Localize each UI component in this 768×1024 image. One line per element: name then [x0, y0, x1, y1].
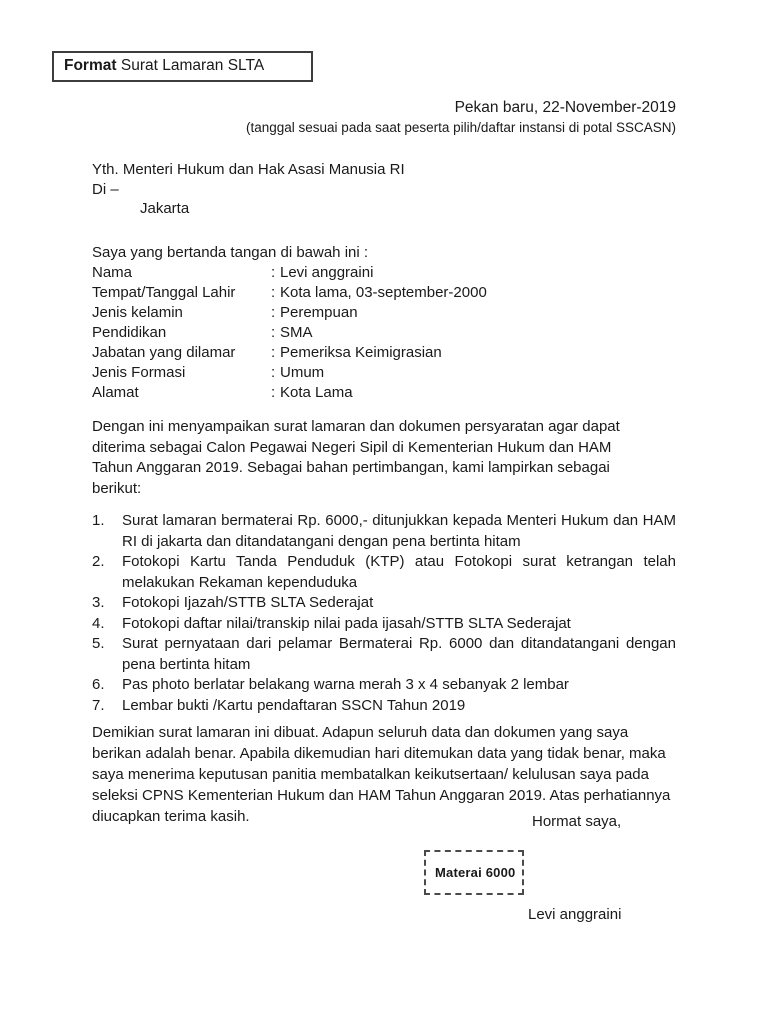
list-item-text: Pas photo berlatar belakang warna merah 3 x 4 sebanyak 2 lembar — [122, 676, 569, 693]
field-label: Pendidikan — [92, 324, 167, 341]
field-row-pendidikan — [92, 323, 676, 343]
list-item-text: Fotokopi Ijazah/STTB SLTA Sederajat — [122, 594, 374, 611]
materai-stamp-box — [424, 850, 524, 895]
field-separator: : — [271, 324, 276, 341]
recipient-line-1: Yth. Menteri Hukum dan Hak Asasi Manusia RI — [92, 161, 405, 178]
closing-paragraph: Demikian surat lamaran ini dibuat. Adapun seluruh data dan dokumen yang saya berikan adalah benar. Apabila dikemudian hari ditemukan data yang tidak benar, maka saya menerima keputusan panitia membatalkan keikutsertaan/ kelulusan saya pada seleksi CPNS Kementerian Hukum dan HAM Tahun Anggaran 2019. Atas perhatiannya diucapkan terima kasih. — [92, 724, 671, 825]
list-item-number: 5. — [92, 635, 105, 652]
list-item-number: 4. — [92, 614, 105, 632]
field-value: Pemeriksa Keimigrasian — [280, 344, 442, 361]
field-value: SMA — [280, 324, 313, 341]
salutation: Hormat saya, — [532, 813, 622, 830]
list-item-text: Lembar bukti /Kartu pendaftaran SSCN Tahun 2019 — [122, 696, 466, 714]
applicant-intro: Saya yang bertanda tangan di bawah ini : — [92, 244, 369, 261]
list-item — [92, 511, 676, 552]
list-item — [92, 593, 676, 614]
date-note: (tanggal sesuai pada saat peserta pilih/daftar instansi di potal SSCASN) — [246, 120, 676, 135]
format-title-bold: Format — [64, 57, 117, 74]
list-item — [92, 552, 676, 593]
attachment-list — [92, 511, 676, 716]
field-separator: : — [271, 364, 276, 381]
field-label: Nama — [92, 264, 133, 281]
field-separator: : — [271, 304, 276, 321]
field-separator: : — [271, 284, 276, 301]
field-separator: : — [271, 264, 276, 281]
list-item-number: 1. — [92, 512, 105, 529]
list-item-text: Fotokopi Kartu Tanda Penduduk (KTP) atau Fotokopi surat ketrangan telah melakukan Rekaman kependuduka — [122, 553, 676, 591]
date-line: Pekan baru, 22-November-2019 — [454, 99, 676, 116]
list-item — [92, 696, 676, 717]
list-item — [92, 675, 676, 696]
list-item — [92, 614, 676, 635]
field-row-nama — [92, 263, 676, 283]
list-item-number: 7. — [92, 696, 105, 714]
list-item — [92, 634, 676, 675]
field-label: Alamat — [92, 384, 139, 401]
field-row-jenis-kelamin — [92, 303, 676, 323]
field-row-jabatan — [92, 343, 676, 363]
field-row-ttl — [92, 283, 676, 303]
list-item-text: Surat lamaran bermaterai Rp. 6000,- ditunjukkan kepada Menteri Hukum dan HAM RI di jakarta dan ditandatangani dengan pena bertinta hitam — [122, 512, 676, 550]
field-label: Jabatan yang dilamar — [92, 344, 236, 361]
field-separator: : — [271, 344, 276, 361]
field-label: Tempat/Tanggal Lahir — [92, 284, 236, 301]
field-value: Levi anggraini — [280, 264, 374, 281]
format-title-rest: Surat Lamaran SLTA — [120, 57, 265, 74]
list-item-text: Fotokopi daftar nilai/transkip nilai pada ijasah/STTB SLTA Sederajat — [122, 614, 571, 632]
recipient-line-2: Di – — [92, 180, 119, 198]
materai-stamp-label: Materai 6000 — [435, 865, 516, 880]
list-item-number: 3. — [92, 594, 105, 611]
field-value: Perempuan — [280, 304, 358, 321]
field-label: Jenis kelamin — [92, 304, 183, 321]
list-item-number: 6. — [92, 676, 105, 693]
recipient-block — [92, 160, 405, 219]
applicant-data-block — [92, 243, 676, 403]
list-item-text: Surat pernyataan dari pelamar Bermaterai Rp. 6000 dan ditandatangani dengan pena bertinta hitam — [122, 635, 676, 673]
format-title-box — [52, 51, 313, 82]
opening-paragraph: Dengan ini menyampaikan surat lamaran dan dokumen persyaratan agar dapat diterima sebagai Calon Pegawai Negeri Sipil di Kementerian Hukum dan HAM Tahun Anggaran 2019. Sebagai bahan pertimbangan, kami lampirkan sebagai berikut: — [92, 418, 620, 497]
list-item-number: 2. — [92, 553, 105, 570]
date-block — [246, 97, 676, 138]
recipient-city: Jakarta — [140, 200, 190, 217]
field-separator: : — [271, 384, 276, 401]
signer-name: Levi anggraini — [528, 906, 622, 923]
field-row-formasi — [92, 363, 676, 383]
field-value: Kota lama, 03-september-2000 — [280, 284, 487, 301]
field-row-alamat — [92, 383, 676, 403]
field-value: Kota Lama — [280, 384, 353, 401]
field-label: Jenis Formasi — [92, 364, 186, 381]
field-value: Umum — [280, 364, 325, 381]
